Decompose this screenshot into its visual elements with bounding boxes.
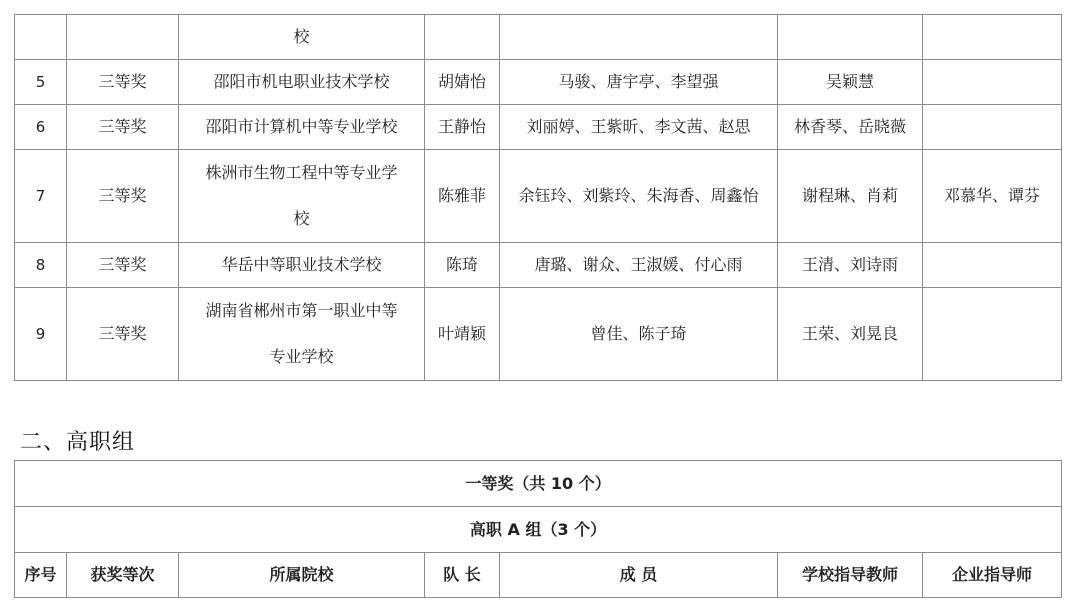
cell-no bbox=[15, 15, 67, 60]
cell-award bbox=[67, 15, 179, 60]
cell-captain: 叶靖颖 bbox=[425, 288, 500, 381]
table-row bbox=[15, 15, 1062, 60]
header-school: 所属院校 bbox=[179, 553, 425, 598]
school-line-1: 湖南省郴州市第一职业中等 bbox=[205, 301, 398, 320]
table-row bbox=[15, 60, 1062, 105]
cell-school-advisor: 王荣、刘晃良 bbox=[778, 288, 923, 381]
award-title-row bbox=[15, 461, 1062, 507]
school-line-2: 校 bbox=[293, 209, 310, 228]
group-title: 高职 A 组（3 个） bbox=[15, 507, 1062, 553]
cell-company-advisor: 邓慕华、谭芬 bbox=[923, 150, 1062, 243]
cell-company-advisor bbox=[923, 60, 1062, 105]
cell-award: 三等奖 bbox=[67, 288, 179, 381]
column-header-row bbox=[15, 553, 1062, 598]
cell-school-advisor: 谢程琳、肖莉 bbox=[778, 150, 923, 243]
school-line-1: 株洲市生物工程中等专业学 bbox=[205, 163, 398, 182]
cell-members: 马骏、唐宇亭、李望强 bbox=[500, 60, 778, 105]
awards-table-continued bbox=[14, 14, 1062, 381]
cell-company-advisor bbox=[923, 243, 1062, 288]
cell-members: 刘丽婷、王紫昕、李文茜、赵思 bbox=[500, 105, 778, 150]
header-school-advisor: 学校指导教师 bbox=[778, 553, 923, 598]
cell-no: 9 bbox=[15, 288, 67, 381]
cell-company-advisor bbox=[923, 15, 1062, 60]
cell-school-advisor: 林香琴、岳晓薇 bbox=[778, 105, 923, 150]
cell-no: 8 bbox=[15, 243, 67, 288]
cell-no: 7 bbox=[15, 150, 67, 243]
header-no: 序号 bbox=[15, 553, 67, 598]
header-members: 成 员 bbox=[500, 553, 778, 598]
cell-school bbox=[179, 288, 425, 381]
cell-school: 华岳中等职业技术学校 bbox=[179, 243, 425, 288]
cell-no: 5 bbox=[15, 60, 67, 105]
cell-school: 邵阳市机电职业技术学校 bbox=[179, 60, 425, 105]
cell-school-advisor: 吴颖慧 bbox=[778, 60, 923, 105]
cell-members: 余钰玲、刘紫玲、朱海香、周鑫怡 bbox=[500, 150, 778, 243]
table-row bbox=[15, 243, 1062, 288]
award-title: 一等奖（共 10 个） bbox=[15, 461, 1062, 507]
cell-captain: 胡婧怡 bbox=[425, 60, 500, 105]
school-line-2: 专业学校 bbox=[269, 347, 334, 366]
cell-company-advisor bbox=[923, 105, 1062, 150]
cell-no: 6 bbox=[15, 105, 67, 150]
cell-school bbox=[179, 150, 425, 243]
group-title-row bbox=[15, 507, 1062, 553]
cell-school: 邵阳市计算机中等专业学校 bbox=[179, 105, 425, 150]
cell-school: 校 bbox=[179, 15, 425, 60]
cell-company-advisor bbox=[923, 288, 1062, 381]
cell-captain: 王静怡 bbox=[425, 105, 500, 150]
table-row bbox=[15, 150, 1062, 243]
cell-school-advisor bbox=[778, 15, 923, 60]
section-heading: 二、高职组 bbox=[20, 430, 136, 455]
table-row bbox=[15, 105, 1062, 150]
header-award: 获奖等次 bbox=[67, 553, 179, 598]
cell-award: 三等奖 bbox=[67, 105, 179, 150]
cell-captain: 陈琦 bbox=[425, 243, 500, 288]
cell-award: 三等奖 bbox=[67, 150, 179, 243]
header-captain: 队 长 bbox=[425, 553, 500, 598]
cell-award: 三等奖 bbox=[67, 243, 179, 288]
cell-members: 唐璐、谢众、王淑媛、付心雨 bbox=[500, 243, 778, 288]
cell-award: 三等奖 bbox=[67, 60, 179, 105]
header-company-advisor: 企业指导师 bbox=[923, 553, 1062, 598]
cell-school-advisor: 王清、刘诗雨 bbox=[778, 243, 923, 288]
cell-captain bbox=[425, 15, 500, 60]
table-row bbox=[15, 288, 1062, 381]
cell-members: 曾佳、陈子琦 bbox=[500, 288, 778, 381]
cell-members bbox=[500, 15, 778, 60]
cell-captain: 陈雅菲 bbox=[425, 150, 500, 243]
higher-vocational-awards-table bbox=[14, 460, 1062, 598]
